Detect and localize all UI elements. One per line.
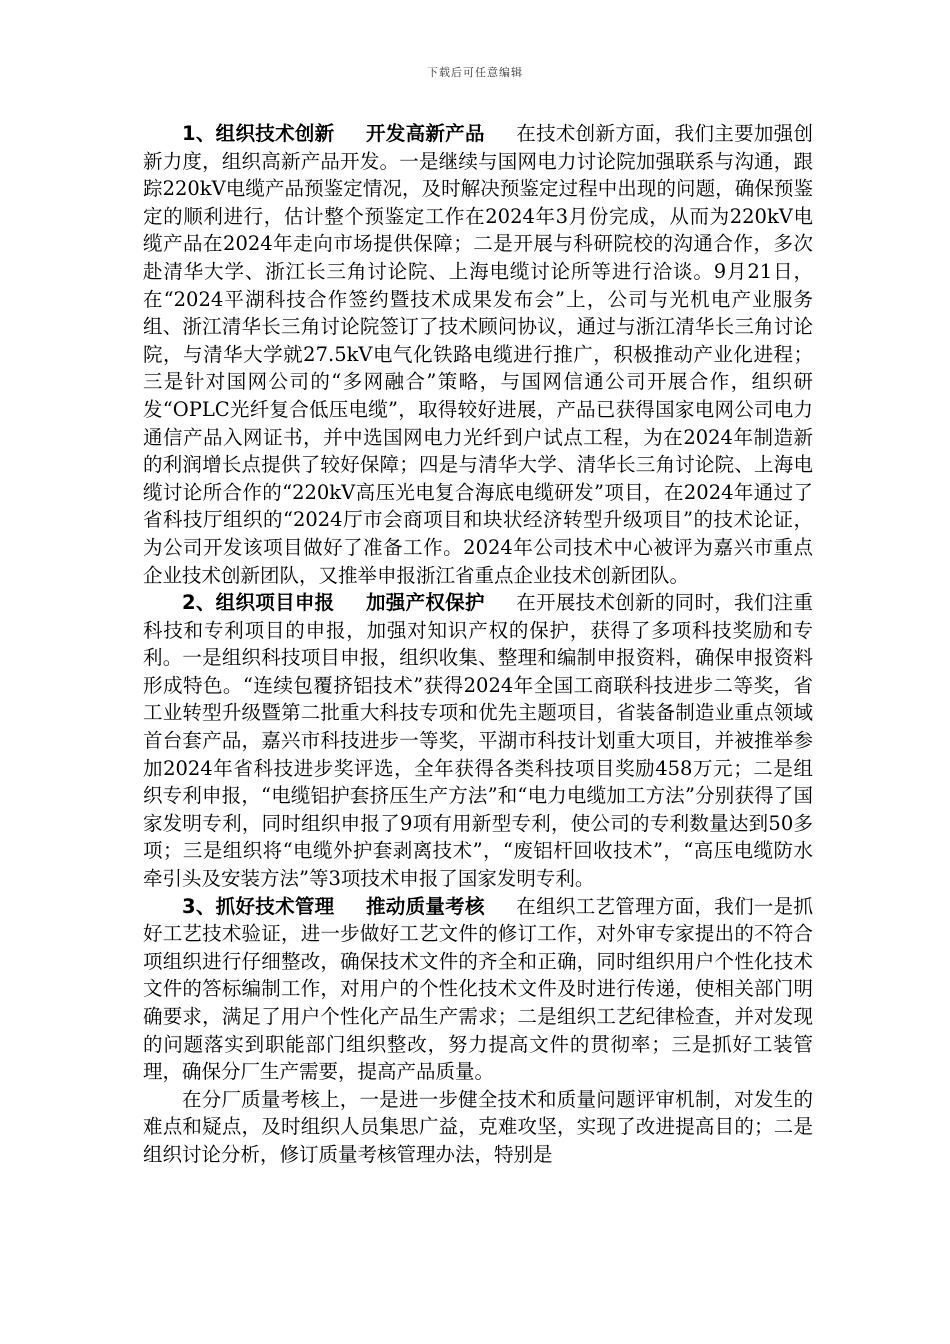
section-3-heading-part-b: 推动质量考核 — [365, 894, 485, 918]
page-header: 下载后可任意编辑 — [427, 66, 523, 79]
section-1-paragraph — [143, 120, 813, 589]
section-3-body: 在组织工艺管理方面，我们一是抓好工艺技术验证，进一步做好工艺文件的修订工作，对外审专家提出的不符合项组织进行仔细整改，确保技术文件的齐全和正确，同时组织用户个性化技术文件的答标编制工作，对用户的个性化技术文件及时进行传递，使相关部门明确要求，满足了用户个性化产品生产需求；二是组织工艺纪律检查，并对发现的问题落实到职能部门组织整改，努力提高文件的贯彻率；三是抓好工装管理，确保分厂生产需要，提高产品质量。 — [143, 894, 813, 1084]
section-3-paragraph — [143, 893, 813, 1086]
section-2-heading-part-b: 加强产权保护 — [365, 591, 485, 615]
section-1-heading-part-a: 1、组织技术创新 — [182, 122, 335, 145]
section-1-heading — [182, 122, 485, 145]
section-2-heading-part-a: 2、组织项目申报 — [182, 591, 335, 615]
section-3-heading — [182, 895, 485, 918]
section-1-body: 在技术创新方面，我们主要加强创新力度，组织高新产品开发。一是继续与国网电力讨论院加强联系与沟通，跟踪220kV电缆产品预鉴定情况，及时解决预鉴定过程中出现的问题，确保预鉴定的顺利进行，估计整个预鉴定工作在2024年3月份完成，从而为220kV电缆产品在2024年走向市场提供保障；二是开展与科研院校的沟通合作，多次赴清华大学、浙江长三角讨论院、上海电缆讨论所等进行洽谈。9月21日，在“2024平湖科技合作签约暨技术成果发布会”上，公司与光机电产业服务组、浙江清华长三角讨论院签订了技术顾问协议，通过与浙江清华长三角讨论院，与清华大学就27.5kV电气化铁路电缆进行推广，积极推动产业化进程；三是针对国网公司的“多网融合”策略，与国网信通公司开展合作，组织研发“OPLC光纤复合低压电缆”，取得较好进展，产品已获得国家电网公司电力通信产品入网证书，并中选国网电力光纤到户试点工程，为在2024年制造新的利润增长点提供了较好保障；四是与清华大学、清华长三角讨论院、上海电缆讨论所合作的“220kV高压光电复合海底电缆研发”项目，在2024年通过了省科技厅组织的“2024厅市会商项目和块状经济转型升级项目”的技术论证，为公司开发该项目做好了准备工作。2024年公司技术中心被评为嘉兴市重点企业技术创新团队，又推举申报浙江省重点企业技术创新团队。 — [143, 122, 813, 587]
section-3-heading-part-a: 3、抓好技术管理 — [182, 894, 335, 918]
section-1-heading-part-b: 开发高新产品 — [365, 122, 485, 145]
section-2-heading — [182, 591, 485, 614]
section-2-paragraph — [143, 589, 813, 893]
section-2-body: 在开展技术创新的同时，我们注重科技和专利项目的申报，加强对知识产权的保护，获得了多项科技奖励和专利。一是组织科技项目申报，组织收集、整理和编制申报资料，确保申报资料形成特色。“连续包覆挤铝技术”获得2024年全国工商联科技进步二等奖，省工业转型升级暨第二批重大科技专项和优先主题项目，省装备制造业重点领域首台套产品，嘉兴市科技进步一等奖，平湖市科技计划重大项目，并被推举参加2024年省科技进步奖评选，全年获得各类科技项目奖励458万元；二是组织专利申报，“电缆铝护套挤压生产方法”和“电力电缆加工方法”分别获得了国家发明专利，同时组织申报了9项有用新型专利，使公司的专利数量达到50多项；三是组织将“电缆外护套剥离技术”，“废铝杆回收技术”，“高压电缆防水牵引头及安装方法”等3项技术申报了国家发明专利。 — [143, 591, 813, 891]
closing-paragraph: 在分厂质量考核上，一是进一步健全技术和质量问题评审机制，对发生的难点和疑点，及时组织人员集思广益，克难攻坚，实现了改进提高目的；二是组织讨论分析，修订质量考核管理办法，特别是 — [143, 1087, 813, 1166]
document-body — [143, 120, 813, 1169]
